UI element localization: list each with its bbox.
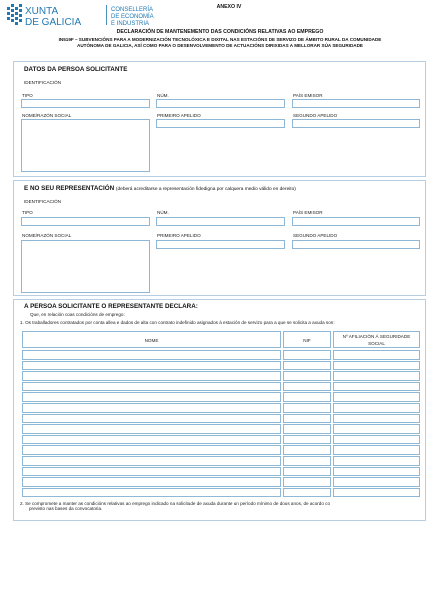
applicant-section <box>13 61 426 177</box>
representative-section <box>13 180 426 296</box>
subtitle-line-1: IN519F – SUBVENCIÓNS PARA A MODERNIZACIÓN TECNOLÓXICA E DIXITAL NAS ESTACIÓNS DE SERVIZO DE ÁMBITO RURAL DA COMUNIDADE <box>58 37 382 42</box>
surname2-field[interactable] <box>292 240 420 249</box>
nif-cell[interactable] <box>283 424 331 434</box>
ss-column-header-label <box>334 334 419 347</box>
name-cell[interactable] <box>22 467 281 477</box>
identification-label: IDENTIFICACIÓN <box>24 199 62 204</box>
ss-number-cell[interactable] <box>333 435 420 445</box>
ss-number-cell[interactable] <box>333 424 420 434</box>
name-cell[interactable] <box>22 424 281 434</box>
ss-number-cell[interactable] <box>333 403 420 413</box>
issuing-country-label: PAÍS EMISOR <box>293 210 323 215</box>
nif-cell[interactable] <box>283 350 331 360</box>
declaration-section-title: A PERSOA SOLICITANTE O REPRESENTANTE DECLARA: <box>24 303 198 310</box>
employee-table <box>14 331 427 496</box>
ss-number-cell[interactable] <box>333 488 420 498</box>
ss-number-cell[interactable] <box>333 361 420 371</box>
name-cell[interactable] <box>22 403 281 413</box>
svg-text:DE GALICIA: DE GALICIA <box>25 17 82 27</box>
name-field[interactable] <box>21 240 150 293</box>
svg-text:CONSELLERÍA: CONSELLERÍA <box>111 7 154 13</box>
name-column-header <box>22 331 281 348</box>
svg-text:XUNTA: XUNTA <box>25 6 59 17</box>
surname1-field[interactable] <box>156 119 285 128</box>
name-field[interactable] <box>21 119 150 172</box>
applicant-section-title: DATOS DA PERSOA SOLICITANTE <box>24 66 128 73</box>
declaration-item-1: 1. Os traballadores contratados por conta allea e dados de alta con contrato indefinido asignados á estación de servizo para a que se solicita a axuda son: <box>20 320 335 325</box>
svg-text:DE ECONOMÍA: DE ECONOMÍA <box>111 14 154 20</box>
type-label: TIPO <box>22 93 33 98</box>
galicia-emblem-icon <box>7 4 22 25</box>
ss-number-cell[interactable] <box>333 414 420 424</box>
name-cell[interactable] <box>22 477 281 487</box>
nif-cell[interactable] <box>283 414 331 424</box>
issuing-country-field[interactable] <box>292 217 420 226</box>
document-subtitle <box>22 37 418 50</box>
nif-cell[interactable] <box>283 467 331 477</box>
nif-cell[interactable] <box>283 456 331 466</box>
item-2-line-1: 2. Se compromete a manter as condicións relativas ao emprego indicado na solicitude de axuda durante un período mínimo de dous anos, de acordo co <box>20 501 331 506</box>
declaration-item-2 <box>20 501 330 511</box>
document-title: DECLARACIÓN DE MANTENEMENTO DAS CONDICIÓNS RELATIVAS AO EMPREGO <box>116 29 324 35</box>
surname2-label: SEGUNDO APELIDO <box>293 113 338 118</box>
number-field[interactable] <box>156 217 285 226</box>
type-field[interactable] <box>21 217 150 226</box>
representative-note: (deberá acreditarse a representación fidedigna por calquera medio válido en dereito) <box>115 187 296 192</box>
nif-cell[interactable] <box>283 403 331 413</box>
name-cell[interactable] <box>22 414 281 424</box>
surname1-label: PRIMEIRO APELIDO <box>157 113 201 118</box>
representative-section-title <box>24 185 296 192</box>
ss-header-line-1: Nº AFILIACIÓN Á SEGURIDADE <box>342 334 411 339</box>
nif-cell[interactable] <box>283 488 331 498</box>
xunta-galicia-logo <box>7 3 167 27</box>
nif-cell[interactable] <box>283 371 331 381</box>
ss-number-cell[interactable] <box>333 477 420 487</box>
ss-number-cell[interactable] <box>333 456 420 466</box>
name-label: NOME/RAZÓN SOCIAL <box>22 233 72 238</box>
name-cell[interactable] <box>22 488 281 498</box>
nif-cell[interactable] <box>283 392 331 402</box>
subtitle-line-2: AUTÓNOMA DE GALICIA, ASÍ COMO PARA O DESENVOLVEMENTO DE ACTUACIÓNS DIRIXIDAS A MELLORAR SÚA SEGURIDADE <box>77 43 363 49</box>
type-label: TIPO <box>22 210 33 215</box>
svg-text:E INDUSTRIA: E INDUSTRIA <box>111 21 150 27</box>
number-field[interactable] <box>156 99 285 108</box>
surname2-label: SEGUNDO APELIDO <box>293 233 338 238</box>
ss-column-header <box>333 331 420 348</box>
number-label: NÚM. <box>157 93 169 98</box>
name-cell[interactable] <box>22 456 281 466</box>
number-label: NÚM. <box>157 210 169 215</box>
nif-cell[interactable] <box>283 361 331 371</box>
annex-label: ANEXO IV <box>216 4 242 10</box>
name-cell[interactable] <box>22 382 281 392</box>
nif-cell[interactable] <box>283 435 331 445</box>
issuing-country-field[interactable] <box>292 99 420 108</box>
surname1-label: PRIMEIRO APELIDO <box>157 233 201 238</box>
type-field[interactable] <box>21 99 150 108</box>
name-cell[interactable] <box>22 392 281 402</box>
nif-cell[interactable] <box>283 477 331 487</box>
identification-label: IDENTIFICACIÓN <box>24 80 62 85</box>
name-column-header-label: NOME <box>144 338 159 343</box>
declaration-section <box>13 299 426 521</box>
ss-number-cell[interactable] <box>333 392 420 402</box>
ss-number-cell[interactable] <box>333 467 420 477</box>
nif-cell[interactable] <box>283 445 331 455</box>
name-label: NOME/RAZÓN SOCIAL <box>22 113 72 118</box>
ss-number-cell[interactable] <box>333 382 420 392</box>
name-cell[interactable] <box>22 445 281 455</box>
declaration-intro: Que, en relación coas condicións de emprego: <box>30 312 125 317</box>
surname2-field[interactable] <box>292 119 420 128</box>
item-2-line-2: previsto nas bases da convocatoria. <box>29 506 103 511</box>
nif-column-header-label: NIF <box>303 338 311 343</box>
name-cell[interactable] <box>22 361 281 371</box>
nif-column-header <box>283 331 331 348</box>
name-cell[interactable] <box>22 350 281 360</box>
ss-number-cell[interactable] <box>333 371 420 381</box>
ss-number-cell[interactable] <box>333 350 420 360</box>
surname1-field[interactable] <box>156 240 285 249</box>
name-cell[interactable] <box>22 435 281 445</box>
representative-title-text: E NO SEU REPRESENTACIÓN <box>24 185 115 192</box>
issuing-country-label: PAÍS EMISOR <box>293 93 323 98</box>
nif-cell[interactable] <box>283 382 331 392</box>
ss-header-line-2: SOCIAL <box>368 340 385 346</box>
ss-number-cell[interactable] <box>333 445 420 455</box>
name-cell[interactable] <box>22 371 281 381</box>
